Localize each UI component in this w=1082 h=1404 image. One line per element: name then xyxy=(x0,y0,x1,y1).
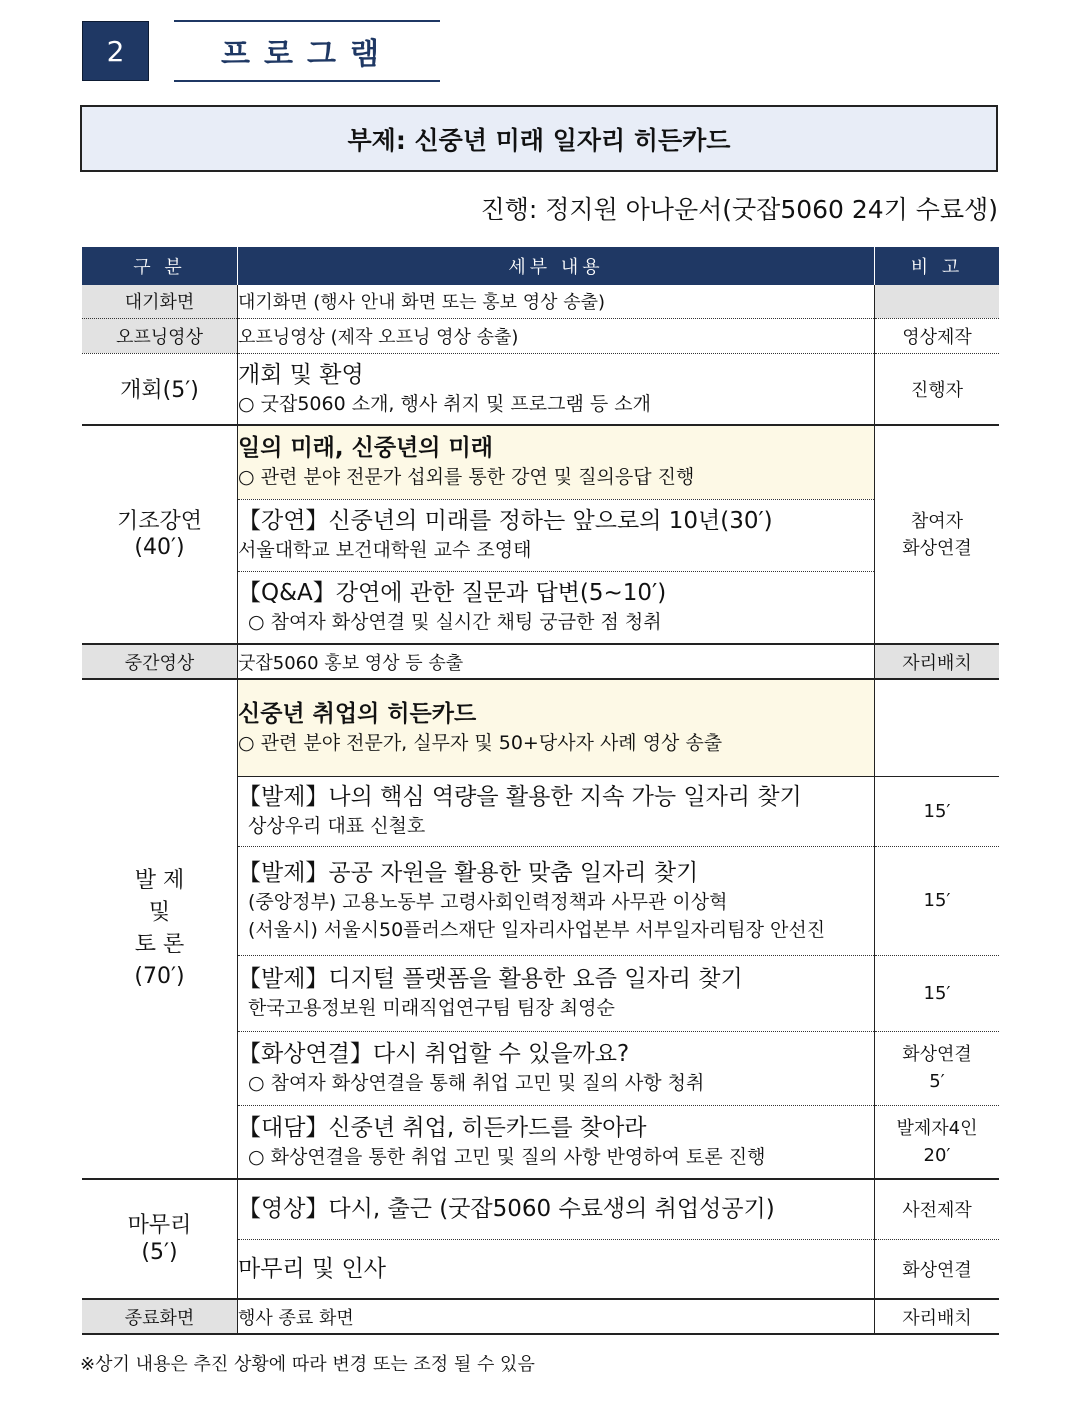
table-row xyxy=(82,1299,999,1334)
row-category: 마무리 (5′) xyxy=(82,1179,238,1299)
row-title: 【발제】공공 자원을 활용한 맞춤 일자리 찾기 xyxy=(238,859,699,886)
table-row xyxy=(82,353,999,425)
section-title: 프로그램 xyxy=(174,20,440,82)
row-category: 중간영상 xyxy=(82,644,238,679)
row-note: 15′ xyxy=(875,776,1000,846)
host-line: 진행: 정지원 아나운서(굿잡5060 24기 수료생) xyxy=(480,195,998,224)
row-note: 진행자 xyxy=(875,353,1000,425)
row-note: 사전제작 xyxy=(875,1179,1000,1239)
row-desc: ○ 참여자 화상연결 및 실시간 채팅 궁금한 점 청취 xyxy=(248,611,662,634)
header-content: 세부 내용 xyxy=(508,257,604,278)
row-title: 신중년 취업의 히든카드 xyxy=(238,700,477,727)
table-header xyxy=(82,247,999,285)
footnote: ※상기 내용은 추진 상황에 따라 변경 또는 조정 될 수 있음 xyxy=(80,1354,535,1375)
row-title: 개회 및 환영 xyxy=(238,361,364,388)
row-note xyxy=(875,285,1000,318)
table-row xyxy=(82,285,999,318)
row-content: 행사 종료 화면 xyxy=(238,1299,875,1334)
table-row xyxy=(82,425,999,499)
subtitle-box xyxy=(80,105,998,172)
row-category: 종료화면 xyxy=(82,1299,238,1334)
row-note: 화상연결 5′ xyxy=(875,1031,1000,1105)
row-desc: ○ 굿잡5060 소개, 행사 취지 및 프로그램 등 소개 xyxy=(238,392,651,415)
row-content: 굿잡5060 홍보 영상 등 송출 xyxy=(238,644,875,679)
row-note: 영상제작 xyxy=(875,318,1000,353)
row-desc: ○ 화상연결을 통한 취업 고민 및 질의 사항 반영하여 토론 진행 xyxy=(248,1145,766,1168)
row-desc: 한국고용정보원 미래직업연구팀 팀장 최영순 xyxy=(248,997,615,1019)
table-row xyxy=(82,679,999,776)
row-title: 마무리 및 인사 xyxy=(238,1255,386,1282)
row-category: 대기화면 xyxy=(82,285,238,318)
section-number: 2 xyxy=(82,21,149,81)
program-table xyxy=(82,247,999,1335)
row-note: 자리배치 xyxy=(875,644,1000,679)
row-category: 기조강연 (40′) xyxy=(82,425,238,644)
row-category: 개회(5′) xyxy=(82,353,238,425)
row-title: 【영상】다시, 출근 (굿잡5060 수료생의 취업성공기) xyxy=(238,1196,775,1223)
row-note: 15′ xyxy=(875,846,1000,955)
table-row xyxy=(82,318,999,353)
row-title: 【대담】신중년 취업, 히든카드를 찾아라 xyxy=(238,1114,647,1141)
row-note: 발제자4인 20′ xyxy=(875,1105,1000,1179)
row-desc: ○ 참여자 화상연결을 통해 취업 고민 및 질의 사항 청취 xyxy=(248,1072,705,1094)
row-note xyxy=(875,679,1000,776)
row-title: 【화상연결】다시 취업할 수 있을까요? xyxy=(238,1041,630,1067)
row-title: 【발제】나의 핵심 역량을 활용한 지속 가능 일자리 찾기 xyxy=(238,784,802,810)
table-row xyxy=(82,644,999,679)
header-category: 구 분 xyxy=(133,257,186,278)
row-desc: ○ 관련 분야 전문가 섭외를 통한 강연 및 질의응답 진행 xyxy=(238,466,695,489)
row-desc: (중앙정부) 고용노동부 고령사회인력정책과 사무관 이상혁 xyxy=(248,890,728,913)
row-note: 참여자 화상연결 xyxy=(875,425,1000,644)
row-category: 오프닝영상 xyxy=(82,318,238,353)
row-note: 자리배치 xyxy=(875,1299,1000,1334)
row-category: 발 제 및 토 론 (70′) xyxy=(82,679,238,1179)
row-title: 【Q&A】강연에 관한 질문과 답변(5~10′) xyxy=(238,580,667,607)
row-desc: (서울시) 서울시50플러스재단 일자리사업본부 서부일자리팀장 안선진 xyxy=(248,918,826,941)
row-note: 화상연결 xyxy=(875,1239,1000,1299)
row-title: 【발제】디지털 플랫폼을 활용한 요즘 일자리 찾기 xyxy=(238,966,743,992)
row-desc: 서울대학교 보건대학원 교수 조영태 xyxy=(238,539,532,561)
subtitle: 부제: 신중년 미래 일자리 히든카드 xyxy=(347,125,731,155)
row-desc: 상상우리 대표 신철호 xyxy=(248,815,426,837)
row-content: 오프닝영상 (제작 오프닝 영상 송출) xyxy=(238,318,875,353)
header-note: 비 고 xyxy=(910,257,964,278)
row-title: 【강연】신중년의 미래를 정하는 앞으로의 10년(30′) xyxy=(238,508,773,534)
row-content: 대기화면 (행사 안내 화면 또는 홍보 영상 송출) xyxy=(238,285,875,318)
table-row xyxy=(82,1179,999,1239)
row-note: 15′ xyxy=(875,955,1000,1031)
row-title: 일의 미래, 신중년의 미래 xyxy=(238,435,493,462)
row-desc: ○ 관련 분야 전문가, 실무자 및 50+당사자 사례 영상 송출 xyxy=(238,731,723,754)
